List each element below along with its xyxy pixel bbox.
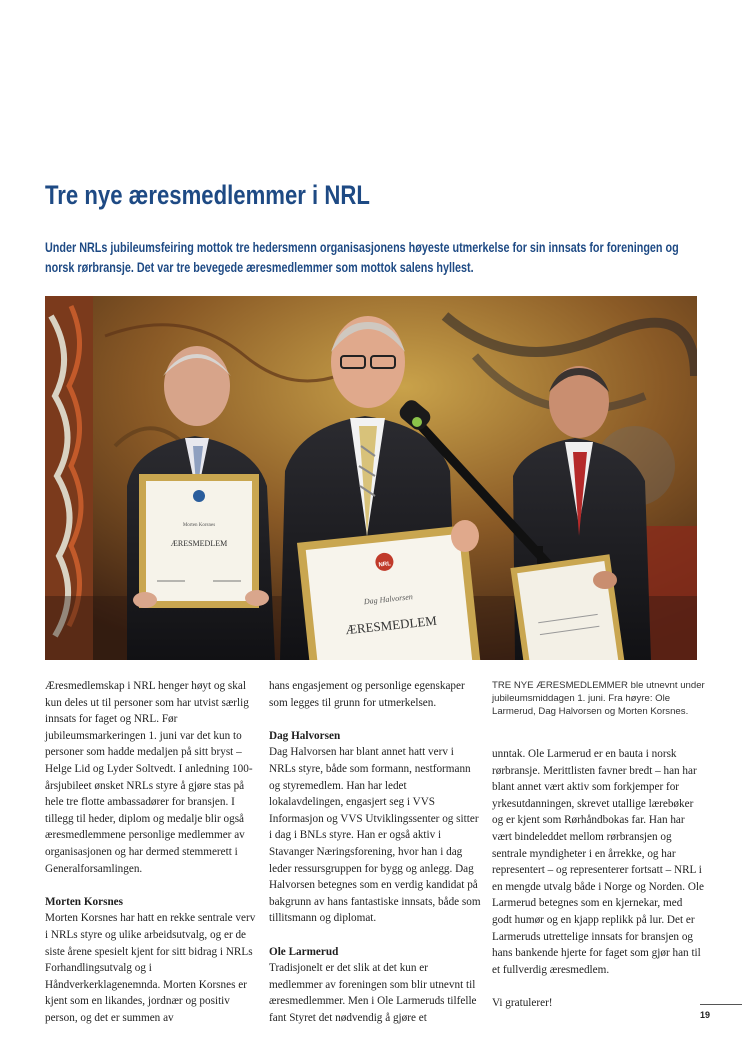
subheading-dag-halvorsen: Dag Halvorsen: [269, 729, 341, 742]
photo-caption: [492, 679, 707, 718]
caption-text: ble utnevnt under jubileumsmiddagen 1. juni. Fra høyre: Ole Larmerud, Dag Halvorsen og Morten Korsnes.: [492, 680, 705, 717]
article-column-3: [492, 746, 704, 1012]
diploma-center-title: ÆRESMEDLEM: [344, 612, 438, 638]
paragraph-dag-halvorsen: Dag Halvorsen har blant annet hatt verv i NRLs styre, både som formann, nestformann og styremedlem. Han har ledet lokalavdelingen, engasjert seg i VVS Informasjon og VVS Utviklingssenter og sitter i dag i BNLs styre. Han er også aktiv i Stavanger Næringsforening, hvor han i dag leder ressursgruppen for bygg og anlegg. Dag Halvorsen betegnes som en verdig kandidat på bakgrunn av hans fantastiske innsats, både som tillitsmann og diplomat.: [269, 746, 481, 925]
page-number: 19: [700, 1010, 711, 1020]
diploma-center-name: Dag Halvorsen: [363, 592, 414, 607]
subheading-ole-larmerud: Ole Larmerud: [269, 945, 339, 958]
paragraph-ole-larmerud: Tradisjonelt er det slik at det kun er medlemmer av foreningen som blir utnevnt til æresmedlemmer. Men i Ole Larmeruds tilfelle fant Styret det nødvendig å gjøre et: [269, 962, 477, 1024]
article-headline: Tre nye æresmedlemmer i NRL: [45, 180, 370, 210]
diploma-left-name: Morten Korsnes: [182, 523, 216, 528]
award-ceremony-photo: [45, 296, 697, 660]
article-column-2: [269, 678, 481, 1026]
intro-paragraph: Æresmedlemskap i NRL henger høyt og skal kun deles ut til personer som har utvist særlig innsats for faget og NRL. Før jubileumsmarkeringen 1. juni var det kun to personer som hadde medaljen på sitt bryst – Helge Lid og Lyder Soltvedt. I anledning 100-årsjubileet ønsket NRLs styre å gjøre stas på hele tre flotte ambassadører for bransjen. I tillegg til heder, diplom og medalje blir også æresmedlemmene personlige medlemmer av organisasjonen og har dermed stemmerett i Generalforsamlingen.: [45, 680, 253, 875]
caption-lead: TRE NYE ÆRESMEDLEMMER: [492, 680, 628, 691]
subheading-morten-korsnes: Morten Korsnes: [45, 895, 123, 908]
paragraph-ole-larmerud-continued: unntak. Ole Larmerud er en bauta i norsk rørbransje. Merittlisten favner bredt – han har blant annet vært aktiv som forkjemper for yrkesutdanningen, skrevet utallige lærebøker og er kjent som Rørhåndbokas far. Han har vært bindeleddet mellom rørbransjen og sentrale myndigheter i en årrekke, og har representert – og representerer fortsatt – NRL i en mengde utvalg både i Norge og Norden. Ole Larmerud betegnes som en kjernekar, med godt humør og en kjapp replikk på lur. Det er Larmeruds utrettelige innsats for bransjen og hans bankende hjerte for faget som gjør han til et fullverdig æresmedlem.: [492, 748, 704, 976]
continuation-paragraph: hans engasjement og personlige egenskaper som legges til grunn for utmerkelsen.: [269, 680, 465, 709]
article-lead: Under NRLs jubileumsfeiring mottok tre hedersmenn organisasjonens høyeste utmerkelse for sin innsats for foreningen og norsk rørbransje. Det var tre bevegede æresmedlemmer som mottok salens hyllest.: [45, 240, 679, 275]
footer-rule: [700, 1004, 742, 1005]
diploma-logo: NRL: [378, 561, 392, 569]
closing-line: Vi gratulerer!: [492, 996, 553, 1009]
diploma-left-title: ÆRESMEDLEM: [170, 539, 228, 548]
article-column-1: [45, 678, 257, 1026]
paragraph-morten-korsnes: Morten Korsnes har hatt en rekke sentrale verv i NRLs styre og ulike arbeidsutvalg, og er de siste årene spesielt kjent for sitt bidrag i NRLs Forhandlingsutvalg og i Håndverkerklagenemnda. Morten Korsnes er kjent som en likandes, jordnær og positiv person, og det er summen av: [45, 912, 256, 1024]
